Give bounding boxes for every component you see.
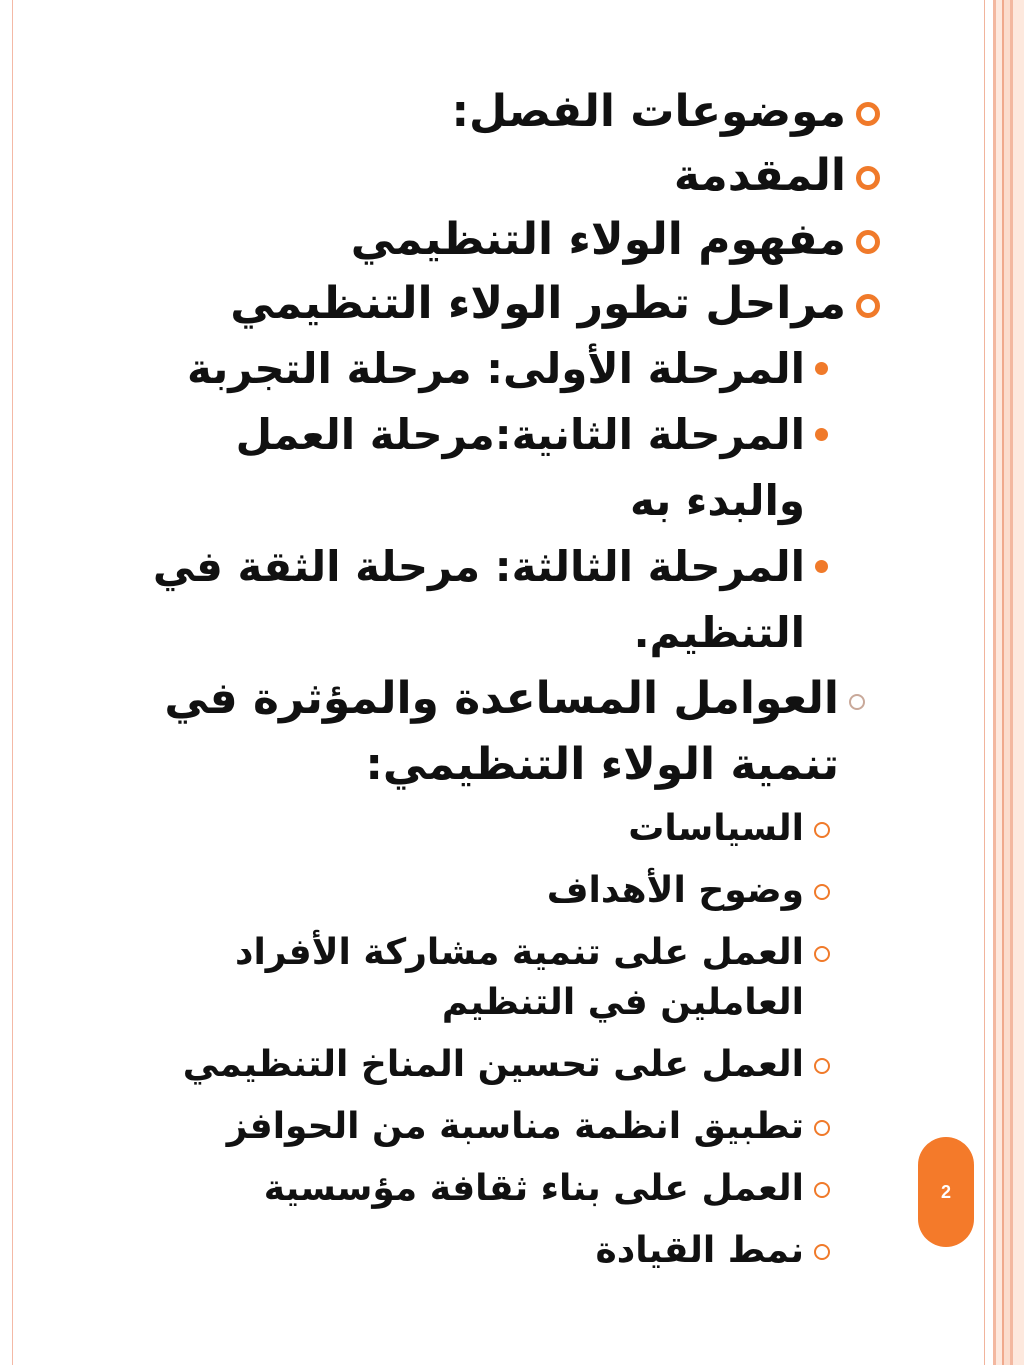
list-item-text: مفهوم الولاء التنظيمي	[350, 214, 846, 265]
list-item-text: العمل على بناء ثقافة مؤسسية	[263, 1168, 804, 1209]
right-decorative-border	[984, 0, 1024, 1365]
dot-bullet-icon	[815, 560, 828, 573]
ring-bullet-icon	[814, 1058, 830, 1074]
list-item	[80, 922, 830, 1034]
ring-bullet-icon	[814, 884, 830, 900]
ring-bullet-icon	[856, 230, 880, 254]
list-item	[80, 402, 828, 534]
list-item-text: مراحل تطور الولاء التنظيمي	[230, 278, 846, 329]
list-item	[80, 144, 880, 208]
list-item-text: المرحلة الثالثة: مرحلة الثقة في التنظيم.	[152, 542, 805, 657]
list-item-text: المرحلة الأولى: مرحلة التجربة	[186, 344, 805, 393]
list-item-text: المقدمة	[673, 150, 846, 201]
bullet-list	[80, 80, 880, 1282]
list-item	[80, 534, 828, 666]
list-item	[80, 336, 828, 402]
left-border-line	[12, 0, 13, 1365]
list-item-text: تطبيق انظمة مناسبة من الحوافز	[226, 1106, 804, 1147]
ring-bullet-icon	[856, 102, 880, 126]
list-item	[80, 1034, 830, 1096]
page-number-badge	[918, 1137, 974, 1247]
list-item-text: موضوعات الفصل:	[451, 86, 846, 137]
dot-bullet-icon	[815, 362, 828, 375]
dot-bullet-icon	[815, 428, 828, 441]
list-item-text: العمل على تنمية مشاركة الأفراد العاملين في التنظيم	[234, 932, 804, 1023]
ring-bullet-icon	[814, 822, 830, 838]
list-item	[80, 1158, 830, 1220]
ring-bullet-icon	[856, 294, 880, 318]
list-item	[80, 666, 865, 798]
list-item-text: المرحلة الثانية:مرحلة العمل والبدء به	[235, 410, 805, 525]
list-item-text: وضوح الأهداف	[546, 870, 804, 911]
list-item-text: نمط القيادة	[595, 1230, 804, 1271]
ring-bullet-icon	[814, 1244, 830, 1260]
ring-bullet-icon	[849, 694, 865, 710]
list-item-text: السياسات	[628, 808, 804, 849]
ring-bullet-icon	[814, 946, 830, 962]
list-item	[80, 208, 880, 272]
ring-bullet-icon	[814, 1182, 830, 1198]
list-item-text: العمل على تحسين المناخ التنظيمي	[182, 1044, 804, 1085]
list-item	[80, 272, 880, 336]
list-item	[80, 860, 830, 922]
list-item	[80, 1096, 830, 1158]
list-item	[80, 798, 830, 860]
list-item-text: العوامل المساعدة والمؤثرة في تنمية الولاء التنظيمي:	[164, 673, 839, 790]
page-number: 2	[940, 1181, 951, 1202]
ring-bullet-icon	[814, 1120, 830, 1136]
list-item	[80, 80, 880, 144]
list-item	[80, 1220, 830, 1282]
ring-bullet-icon	[856, 166, 880, 190]
